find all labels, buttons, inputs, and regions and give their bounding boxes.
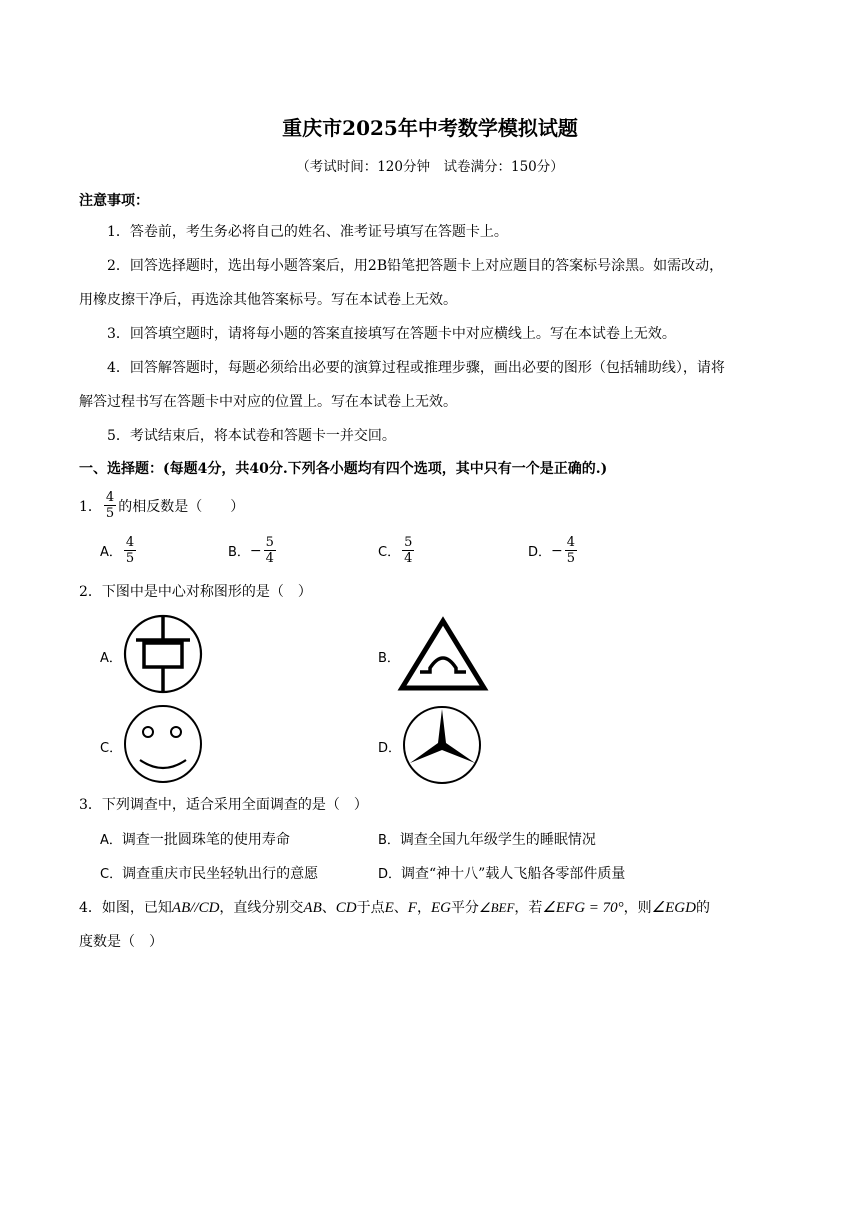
q4-math: F xyxy=(407,900,417,916)
question-4-line1 xyxy=(79,898,710,918)
option-label: C． xyxy=(378,545,401,560)
q4-text: ，则 xyxy=(623,900,652,916)
option-fraction xyxy=(264,535,276,566)
q3-option-d[interactable] xyxy=(378,864,625,885)
option-label: D． xyxy=(378,867,402,882)
q1-option-c[interactable] xyxy=(378,535,416,566)
note-item-4-line2: 解答过程书写在答题卡中对应的位置上。写在本试卷上无效。 xyxy=(79,394,457,410)
circle-rectangle-symbol-icon[interactable] xyxy=(122,614,204,694)
option-sign: − xyxy=(249,542,262,559)
q4-text: 、 xyxy=(321,900,336,916)
question-1 xyxy=(79,490,244,521)
q3-option-c[interactable] xyxy=(100,864,318,885)
q2-option-b-label[interactable]: B． xyxy=(378,651,400,666)
q4-text: 于点 xyxy=(356,900,385,916)
q1-option-d[interactable] xyxy=(528,535,579,566)
option-text: 调查“神十八”载人飞船各零部件质量 xyxy=(401,866,626,882)
exam-info: （考试时间：120分钟 试卷满分：150分） xyxy=(296,159,564,175)
q4-math: EG xyxy=(430,900,451,916)
fraction-numerator: 4 xyxy=(105,490,115,505)
question-4-line2: 度数是（ ） xyxy=(79,934,163,950)
option-label: D． xyxy=(528,545,552,560)
option-label: A． xyxy=(100,833,122,848)
option-label: C． xyxy=(100,867,123,882)
fraction-denominator: 5 xyxy=(125,551,135,566)
note-item-5: 5．考试结束后，将本试卷和答题卡一并交回。 xyxy=(107,428,396,444)
q2-option-d-label[interactable]: D． xyxy=(378,741,402,756)
fraction-denominator: 5 xyxy=(105,506,115,521)
option-sign: − xyxy=(551,542,563,559)
option-fraction xyxy=(402,535,414,566)
option-label: B． xyxy=(378,833,400,848)
option-text: 调查一批圆珠笔的使用寿命 xyxy=(121,832,290,848)
question-1-text: 的相反数是（ ） xyxy=(118,498,245,515)
q4-math: E xyxy=(384,900,394,916)
q4-text: 的 xyxy=(695,900,710,916)
fraction-numerator: 5 xyxy=(404,535,413,550)
smiley-face-icon[interactable] xyxy=(122,704,204,784)
q4-math: AB xyxy=(303,900,322,916)
fraction-numerator: 4 xyxy=(125,535,135,550)
q4-text: ，若 xyxy=(514,900,543,916)
option-fraction xyxy=(565,535,577,566)
note-item-2-line2: 用橡皮擦干净后，再选涂其他答案标号。写在本试卷上无效。 xyxy=(79,292,457,308)
q3-option-a[interactable] xyxy=(100,830,290,851)
note-item-1: 1．答卷前，考生务必将自己的姓名、准考证号填写在答题卡上。 xyxy=(107,224,508,240)
q3-option-b[interactable] xyxy=(378,830,596,851)
note-item-4-line1: 4．回答解答题时，每题必须给出必要的演算过程或推理步骤，画出必要的图形（包括辅助线），请将 xyxy=(107,360,725,376)
option-fraction xyxy=(124,535,136,566)
q4-math: CD xyxy=(335,900,357,916)
option-label: A． xyxy=(100,545,122,560)
fraction-numerator: 4 xyxy=(566,535,576,550)
section-heading-choice: 一、选择题：(每题4分，共40分.下列各小题均有四个选项，其中只有一个是正确的.) xyxy=(79,461,608,477)
q4-math: AB//CD xyxy=(171,900,220,916)
question-2: 2．下图中是中心对称图形的是（ ） xyxy=(79,584,312,600)
q4-text: 、 xyxy=(393,900,408,916)
q4-text: 平分 xyxy=(450,900,479,916)
fraction-numerator: 5 xyxy=(265,535,274,550)
q4-text: ， xyxy=(416,900,431,916)
question-1-number: 1． xyxy=(79,498,102,515)
q4-math: ∠EGD xyxy=(651,900,696,916)
page-title: 重庆市2025年中考数学模拟试题 xyxy=(282,116,578,140)
option-text: 调查全国九年级学生的睡眠情况 xyxy=(399,832,596,848)
q1-option-b[interactable] xyxy=(228,535,278,566)
q4-math: ∠BEF xyxy=(478,900,515,915)
note-item-2-line1: 2．回答选择题时，选出每小题答案后，用2B铅笔把答题卡上对应题目的答案标号涂黑。如需改动， xyxy=(107,258,724,274)
notes-heading: 注意事项： xyxy=(79,193,149,209)
three-point-star-circle-icon[interactable] xyxy=(401,705,483,785)
option-text: 调查重庆市民坐轻轨出行的意愿 xyxy=(122,866,319,882)
question-3: 3．下列调查中，适合采用全面调查的是（ ） xyxy=(79,797,368,813)
triangle-bump-sign-icon[interactable] xyxy=(398,615,488,693)
fraction-denominator: 4 xyxy=(265,551,274,566)
note-item-3: 3．回答填空题时，请将每小题的答案直接填写在答题卡中对应横线上。写在本试卷上无效。 xyxy=(107,326,676,342)
fraction-denominator: 4 xyxy=(404,551,413,566)
q2-option-a-label[interactable]: A． xyxy=(100,651,122,666)
q2-option-c-label[interactable]: C． xyxy=(100,741,123,756)
option-label: B． xyxy=(228,545,250,560)
question-1-fraction xyxy=(104,490,116,521)
fraction-denominator: 5 xyxy=(566,551,576,566)
q4-math: ∠EFG = 70° xyxy=(542,900,624,916)
q1-option-a[interactable] xyxy=(100,535,138,566)
q4-text: 4．如图，已知 xyxy=(79,900,172,916)
q4-text: ，直线分别交 xyxy=(219,900,304,916)
